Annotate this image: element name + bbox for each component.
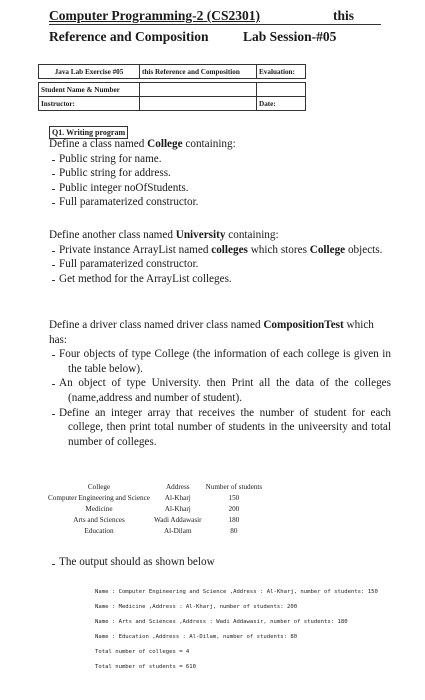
header-underline [49, 24, 381, 25]
students-cell: 200 [228, 505, 240, 513]
student-name-label: Student Name & Number [39, 83, 140, 97]
console-output [95, 585, 378, 675]
console-line: Name : Medicine ,Address : Al-Kharj, number of students: 200 [95, 604, 298, 610]
university-class-intro: Define another class named University containing: [49, 229, 279, 241]
exercise-info-table [38, 64, 306, 111]
topic-title: Reference and Composition [49, 29, 209, 44]
college-name-cell: Medicine [85, 505, 113, 513]
table-row [46, 515, 264, 526]
college-header: College [87, 483, 111, 491]
table-row [46, 504, 264, 515]
course-title: Computer Programming-2 (CS2301) [49, 8, 260, 23]
university-item-arraylist: Private instance ArrayList named colleges which stores College objects. [49, 243, 391, 258]
console-line: Total number of students = 610 [95, 664, 197, 670]
output-label: The output should as shown below [49, 556, 215, 568]
q1-label: Q1. Writing program [49, 126, 128, 139]
college-data-table [46, 482, 264, 537]
console-line: Name : Arts and Sciences ,Address : Wadi Addawasir, number of students: 180 [95, 619, 348, 625]
console-line: Name : Computer Engineering and Science ,Address : Al-Kharj, number of students: 150 [95, 589, 378, 595]
exercise-number-cell: Java Lab Exercise #05 [39, 65, 140, 79]
college-table-header [46, 482, 264, 493]
college-name-cell: Arts and Sciences [73, 516, 125, 524]
address-cell: Wadi Addawasir [154, 516, 202, 524]
address-header: Address [165, 483, 190, 491]
college-class-intro: Define a class named College containing: [49, 138, 236, 150]
instructor-label: Instructor: [39, 97, 140, 111]
header-this: this [333, 8, 355, 23]
session-title: Lab Session-#05 [243, 29, 337, 44]
table-row [46, 526, 264, 537]
console-line: Name : Education ,Address : Al-Dilam, number of students: 80 [95, 634, 298, 640]
exercise-title-cell: this Reference and Composition [140, 65, 257, 79]
students-header: Number of students [205, 483, 263, 491]
evaluation-cell: Evaluation: [257, 65, 306, 79]
college-class-section [49, 137, 391, 210]
college-item-students: Public integer noOfStudents. [49, 181, 391, 196]
student-name-field[interactable] [140, 83, 257, 97]
university-item-getter: Get method for the ArrayList colleges. [49, 272, 391, 287]
driver-item-colleges: Four objects of type College (the information of each college is given in the table below). [49, 347, 391, 376]
students-cell: 180 [228, 516, 240, 524]
driver-item-array: Define an integer array that receives the number of student for each college, then print total number of students in the univeersity and total number of colleges. [49, 406, 391, 450]
console-line: Total number of colleges = 4 [95, 649, 190, 655]
driver-item-university: An object of type University. then Print all the data of the colleges (name,address and number of student). [49, 376, 391, 405]
driver-class-intro: Define a driver class named driver class named CompositionTest which has: [49, 319, 374, 346]
table-row [46, 493, 264, 504]
college-name-cell: Education [84, 527, 114, 535]
date-cell: Date: [257, 97, 306, 111]
students-cell: 80 [230, 527, 238, 535]
instructor-field[interactable] [140, 97, 257, 111]
college-item-name: Public string for name. [49, 152, 391, 167]
students-cell: 150 [228, 494, 240, 502]
college-item-constructor: Full paramaterized constructor. [49, 195, 391, 210]
university-class-section [49, 228, 391, 286]
driver-class-section [49, 318, 391, 449]
address-cell: Al-Kharj [164, 494, 191, 502]
address-cell: Al-Kharj [164, 505, 191, 513]
address-cell: Al-Dilam [163, 527, 192, 535]
college-item-address: Public string for address. [49, 166, 391, 181]
student-name-extra [257, 83, 306, 97]
university-item-constructor: Full paramaterized constructor. [49, 257, 391, 272]
college-name-cell: Computer Engineering and Science [48, 494, 150, 502]
